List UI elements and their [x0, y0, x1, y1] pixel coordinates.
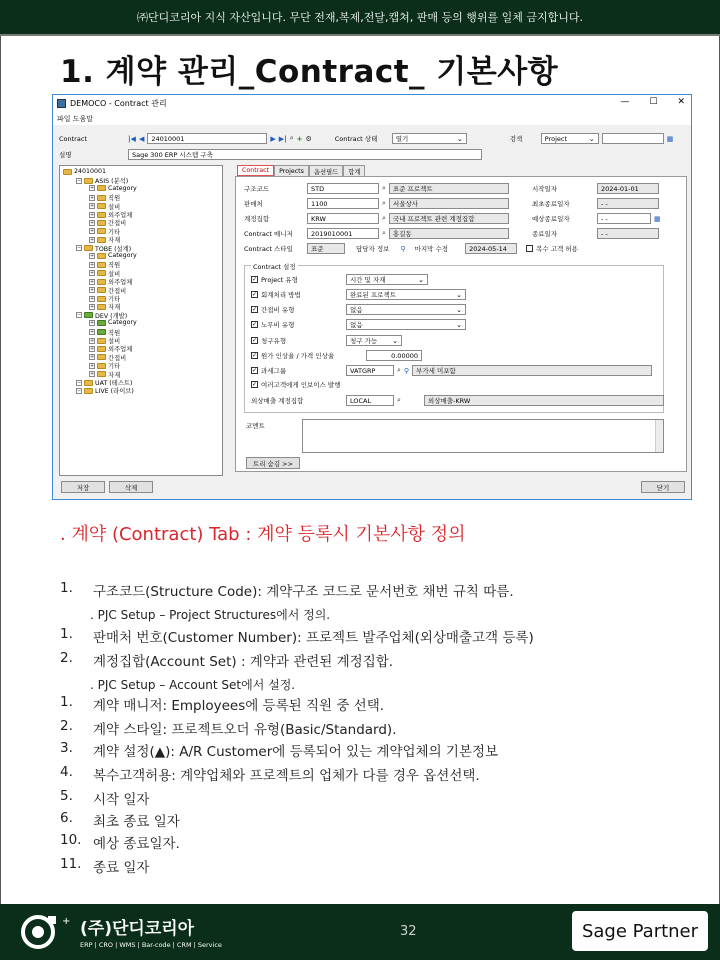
folder-icon [97, 185, 106, 191]
tree-expander[interactable]: + [90, 345, 95, 352]
list-item-text: 판매처 번호(Customer Number): 프로젝트 발주업체(외상매출고객 등록) [93, 630, 534, 646]
billing-type-label: 청구유형 [261, 337, 287, 345]
folder-icon [84, 388, 93, 394]
ar-account-set-finder-icon[interactable]: ⌕ [397, 396, 401, 404]
list-item-number: 1. [60, 626, 73, 642]
first-end-date-value: - - [597, 198, 659, 209]
tax-group-label: 과세그룹 [261, 367, 287, 375]
tree-expander[interactable]: + [90, 278, 95, 285]
company-name: (주)단디코리아 [80, 918, 195, 939]
delete-button[interactable]: 삭제 [109, 481, 153, 493]
list-item-number: 11. [60, 856, 82, 872]
calendar-icon[interactable]: ▦ [666, 134, 674, 143]
tree-node-label: 직원 [108, 329, 121, 337]
list-item-number: 2. [60, 718, 73, 734]
tree-expander[interactable]: − [77, 379, 82, 386]
list-subitem: . PJC Setup – Account Set에서 설정. [90, 678, 296, 692]
list-subitem: . PJC Setup – Project Structures에서 정의. [90, 608, 331, 622]
folder-icon [63, 169, 72, 175]
account-set-finder-icon[interactable]: ⌕ [382, 214, 386, 222]
company-tagline: ERP | CRO | WMS | Bar-code | CRM | Service [80, 940, 222, 949]
folder-icon [84, 380, 93, 386]
list-item-text: 계약 매니저: Employees에 등록된 직원 중 선택. [93, 698, 385, 714]
tree-node-label: 설비 [108, 203, 121, 211]
tree-expander[interactable]: + [90, 194, 95, 201]
folder-icon [84, 178, 93, 184]
tab-bar [237, 165, 365, 176]
folder-icon [97, 371, 106, 377]
contract-tree[interactable] [59, 165, 223, 476]
tree-node-label: DEV (개발) [95, 312, 128, 320]
status-select[interactable]: 열기 ⌄ [392, 133, 467, 144]
contract-window [52, 94, 692, 500]
tree-node[interactable] [89, 252, 137, 259]
tree-node-label: ASIS (분석) [95, 178, 129, 186]
tree-expander[interactable]: + [90, 270, 95, 277]
search-label: 검색 [509, 135, 523, 143]
tree-node-label: UAT (테스트) [95, 380, 133, 387]
tree-node-label: 자재 [108, 304, 121, 312]
folder-icon [97, 287, 106, 293]
tax-group-desc: 부가세 미포함 [412, 365, 652, 376]
window-titlebar [53, 95, 691, 112]
tree-expander[interactable]: + [90, 261, 95, 268]
list-item [60, 580, 514, 600]
comment-scrollbar[interactable] [655, 420, 663, 452]
copyright-banner: ㈜단디코리아 지식 자산입니다. 무단 전재,복제,전달,캡쳐, 판매 등의 행위를 일체 금지합니다. [0, 0, 720, 36]
close-button[interactable]: 닫기 [641, 481, 685, 493]
tree-expander[interactable]: + [90, 295, 95, 302]
overhead-type-select[interactable]: 없음 ⌄ [346, 304, 466, 315]
customer-desc: 서울상사 [389, 198, 509, 209]
tree-node-label: 기타 [108, 363, 121, 371]
tab-optional-fields[interactable]: 옵션필드 [309, 165, 343, 176]
page-number: 32 [400, 924, 417, 939]
footer [0, 904, 720, 960]
list-item-number: 6. [60, 810, 73, 826]
list-item-text: 계정집합(Account Set) : 계약과 관련된 계정집합. [93, 654, 394, 670]
accounting-method-select[interactable]: 완료된 프로젝트 ⌄ [346, 289, 466, 300]
ar-account-set-input[interactable]: LOCAL [346, 395, 394, 406]
owner-info-label: 담당자 정보 [356, 245, 390, 253]
accounting-method-label: 회계처리 방법 [261, 291, 301, 299]
tree-node-label: 기타 [108, 296, 121, 303]
list-item [60, 788, 149, 808]
list-item [60, 856, 149, 876]
list-item-number: 1. [60, 694, 73, 710]
labor-type-label: 노무비 유형 [261, 321, 295, 329]
folder-icon [97, 279, 106, 285]
tree-node-label: 자재 [108, 371, 121, 379]
tree-node-label: 외주업체 [108, 212, 133, 219]
overhead-type-checkbox[interactable]: ✓ [252, 306, 258, 313]
company-logo-icon [18, 910, 72, 952]
close-window-button[interactable]: ✕ [677, 97, 685, 107]
list-item [60, 740, 498, 760]
settings-group-title: Contract 설정 [253, 263, 296, 271]
window-title: DEMOCO - Contract 관리 [70, 99, 167, 108]
tree-node[interactable] [76, 386, 134, 395]
folder-icon [97, 237, 106, 243]
folder-icon [97, 304, 106, 310]
tree-node-label: 직원 [108, 195, 121, 203]
tree-node-label: 간접비 [108, 354, 127, 362]
list-item [60, 810, 180, 830]
folder-icon [97, 320, 106, 326]
cost-plus-checkbox[interactable]: ✓ [252, 352, 258, 359]
end-date-label: 종료일자 [532, 230, 558, 238]
folder-icon [97, 296, 106, 302]
customer-finder-icon[interactable]: ⌕ [382, 199, 386, 207]
cost-plus-input[interactable]: 0.00000 [366, 350, 422, 361]
tree-expander[interactable]: + [90, 211, 95, 218]
list-item [60, 650, 393, 670]
folder-icon [97, 363, 106, 369]
folder-icon [84, 312, 93, 318]
style-label: Contract 스타일 [244, 245, 293, 253]
slide-title: 1. 계약 관리_Contract_ 기본사항 [60, 54, 559, 90]
tree-expander[interactable]: + [90, 329, 95, 336]
project-type-checkbox[interactable]: ✓ [252, 276, 258, 283]
tree-expander[interactable]: + [90, 319, 95, 326]
list-item-text: 복수고객허용: 계약업체와 프로젝트의 업체가 다를 경우 옵션선택. [93, 768, 480, 784]
tree-node-label: 기타 [108, 228, 121, 236]
list-item-text: 최초 종료 일자 [93, 814, 180, 830]
tree-node-label: 직원 [108, 262, 121, 270]
folder-icon [97, 354, 106, 360]
tree-node[interactable] [89, 319, 137, 326]
contract-settings-group [244, 265, 664, 413]
save-button[interactable]: 저장 [61, 481, 105, 493]
app-icon [57, 99, 66, 108]
tree-node-label: LIVE (라이브) [95, 388, 134, 396]
style-value: 표준 [307, 243, 345, 254]
contract-label: Contract [59, 134, 87, 143]
menu-bar[interactable] [53, 112, 691, 125]
tree-expander[interactable]: + [90, 228, 95, 235]
structure-code-desc: 표준 프로젝트 [389, 183, 509, 194]
project-type-label: Project 유형 [261, 276, 298, 284]
list-item-number: 4. [60, 764, 73, 780]
maximize-button[interactable]: ☐ [649, 97, 658, 107]
tree-node-label: 설비 [108, 338, 121, 345]
contract-tab-panel [235, 176, 687, 472]
company-logo [18, 910, 222, 952]
list-item-number: 3. [60, 740, 73, 756]
tax-group-checkbox[interactable]: ✓ [252, 367, 258, 374]
list-item [60, 832, 180, 852]
prev-record-icon[interactable]: ◀ [138, 134, 145, 143]
tree-expander[interactable]: + [90, 303, 95, 310]
tree-node-label: Category [108, 184, 137, 192]
settings-icon[interactable]: ⚙ [305, 134, 312, 143]
cost-plus-label: 원가 인상율 / 가격 인상율 [261, 352, 335, 360]
folder-icon [97, 195, 106, 201]
customer-input[interactable]: 1100 [307, 198, 379, 209]
end-date-value: - - [597, 228, 659, 239]
minimize-button[interactable]: — [620, 97, 630, 107]
overhead-type-label: 간접비 유형 [261, 306, 295, 314]
tree-node-label: 외주업체 [108, 346, 133, 354]
tree-expander[interactable]: + [90, 362, 95, 369]
invoice-multi-label: 여러고객에게 인보이스 발행 [261, 381, 341, 389]
tree-expander[interactable]: + [90, 236, 95, 243]
billing-type-select[interactable]: 청구 가능 ⌄ [346, 335, 402, 346]
list-item-text: 계약 스타일: 프로젝트오더 유형(Basic/Standard). [93, 722, 397, 738]
contract-number-input[interactable]: 24010001 [147, 133, 267, 144]
first-end-date-label: 최초종료일자 [532, 200, 570, 208]
tax-group-info-icon[interactable]: ⚲ [403, 366, 410, 375]
ar-account-set-desc: 외상매출-KRW [424, 395, 664, 406]
folder-icon [97, 228, 106, 234]
structure-finder-icon[interactable]: ⌕ [382, 184, 386, 192]
accounting-method-checkbox[interactable]: ✓ [252, 291, 258, 298]
next-record-icon[interactable]: ▶ [270, 134, 276, 143]
folder-icon [97, 262, 106, 268]
tree-expander[interactable]: + [90, 219, 95, 226]
expected-end-date-label: 예상종료일자 [532, 215, 570, 223]
folder-icon [97, 220, 106, 226]
list-item [60, 718, 397, 738]
comment-label: 코멘트 [246, 422, 265, 430]
tree-expander[interactable]: + [90, 371, 95, 378]
tree-expander[interactable]: − [77, 177, 82, 184]
folder-icon [97, 203, 106, 209]
list-item-number: 5. [60, 788, 73, 804]
customer-label: 판매처 [244, 200, 263, 208]
tree-node-label: TOBE (설계) [95, 245, 132, 253]
sage-partner-text: Sage Partner [581, 920, 699, 942]
tree-node-label: Category [108, 252, 137, 259]
tree-node[interactable] [89, 185, 137, 192]
folder-icon [97, 253, 106, 259]
folder-icon [84, 245, 93, 251]
list-item-number: 2. [60, 650, 73, 666]
list-item-text: 종료 일자 [93, 860, 150, 876]
folder-icon [97, 212, 106, 218]
tax-group-input[interactable]: VATGRP [346, 365, 394, 376]
list-item-text: 예상 종료일자. [93, 836, 180, 852]
list-item-number: 10. [60, 832, 82, 848]
tree-expander[interactable]: + [90, 354, 95, 361]
tree-expander[interactable]: + [90, 287, 95, 294]
manager-input[interactable]: 2019010001 [307, 228, 379, 239]
account-set-label: 계정집합 [244, 215, 270, 223]
tab-totals[interactable]: 합계 [343, 165, 365, 176]
multi-customer-checkbox[interactable] [526, 245, 533, 252]
account-set-input[interactable]: KRW [307, 213, 379, 224]
comment-textarea[interactable] [302, 419, 664, 453]
invoice-multi-checkbox[interactable]: ✓ [252, 381, 258, 388]
folder-icon [97, 338, 106, 344]
first-record-icon[interactable]: |◀ [128, 134, 136, 143]
list-item-number: 1. [60, 580, 73, 596]
multi-customer-label: 복수 고객 허용 [536, 245, 578, 253]
labor-type-select[interactable]: 없음 ⌄ [346, 319, 466, 330]
section-heading: . 계약 (Contract) Tab : 계약 등록시 기본사항 정의 [60, 524, 466, 545]
tree-expander[interactable]: − [77, 312, 82, 319]
project-type-select[interactable]: 시간 및 자재 ⌄ [346, 274, 428, 285]
tree-root[interactable] [63, 168, 106, 175]
labor-type-checkbox[interactable]: ✓ [252, 321, 258, 328]
description-input[interactable]: Sage 300 ERP 시스템 구축 [128, 149, 482, 160]
start-date-value: 2024-01-01 [597, 183, 659, 194]
tree-expander[interactable]: + [90, 337, 95, 344]
ar-account-set-label: 외상매출 계정집합 [251, 397, 304, 405]
tree-expander[interactable]: − [77, 387, 82, 394]
hide-tree-button[interactable]: 트리 숨김 >> [246, 457, 300, 469]
search-input[interactable] [602, 133, 664, 144]
sage-partner-logo [570, 909, 710, 953]
list-item [60, 626, 534, 646]
new-record-icon[interactable]: + [296, 134, 303, 143]
manager-desc: 홍길동 [389, 228, 509, 239]
svg-text:+: + [62, 916, 71, 927]
list-item-text: 시작 일자 [93, 792, 150, 808]
last-modified-value: 2024-05-14 [465, 243, 517, 254]
folder-icon [97, 270, 106, 276]
tax-group-finder-icon[interactable]: ⌕ [397, 366, 401, 374]
tree-expander[interactable]: + [90, 252, 95, 259]
list-item-text: 계약 설정(▲): A/R Customer에 등록되어 있는 계약업체의 기본정보 [93, 744, 499, 760]
tree-node-label: 자재 [108, 237, 121, 245]
list-item [60, 694, 384, 714]
menu-items[interactable]: 파일 도움말 [57, 114, 94, 123]
tree-node-label: 24010001 [74, 168, 107, 175]
tree-expander[interactable]: + [90, 203, 95, 210]
owner-info-icon[interactable]: ⚲ [400, 244, 406, 253]
tab-projects[interactable]: Projects [274, 165, 309, 176]
expected-end-calendar-icon[interactable]: ▦ [654, 214, 661, 223]
tree-node-label: 간접비 [108, 287, 127, 295]
billing-type-checkbox[interactable]: ✓ [252, 337, 258, 344]
tree-node-label: 외주업체 [108, 279, 133, 287]
tree-node-label: Category [108, 319, 137, 327]
folder-icon [97, 329, 106, 335]
list-item [60, 764, 480, 784]
account-set-desc: 국내 프로젝트 관련 계정집합 [389, 213, 509, 224]
last-record-icon[interactable]: ▶| [278, 134, 287, 143]
expected-end-date-input[interactable]: - - [597, 213, 651, 224]
status-label: Contract 상태 [334, 135, 378, 143]
start-date-label: 시작일자 [532, 185, 558, 193]
last-modified-label: 마지막 수정 [414, 245, 449, 253]
tree-node-label: 설비 [108, 270, 121, 278]
structure-code-input[interactable]: STD [307, 183, 379, 194]
tree-expander[interactable]: + [90, 185, 95, 192]
structure-code-label: 구조코드 [244, 185, 270, 193]
tab-contract[interactable]: Contract [237, 165, 274, 176]
manager-finder-icon[interactable]: ⌕ [382, 229, 386, 237]
manager-label: Contract 매니저 [244, 230, 293, 238]
description-label: 설명 [59, 151, 72, 159]
finder-icon[interactable]: ⌕ [289, 134, 294, 142]
folder-icon [97, 346, 106, 352]
list-item-text: 구조코드(Structure Code): 계약구조 코드로 문서번호 채번 규칙 따름. [93, 584, 514, 600]
search-select[interactable]: Project ⌄ [541, 133, 599, 144]
tree-expander[interactable]: − [77, 245, 82, 252]
tree-node-label: 간접비 [108, 220, 127, 228]
